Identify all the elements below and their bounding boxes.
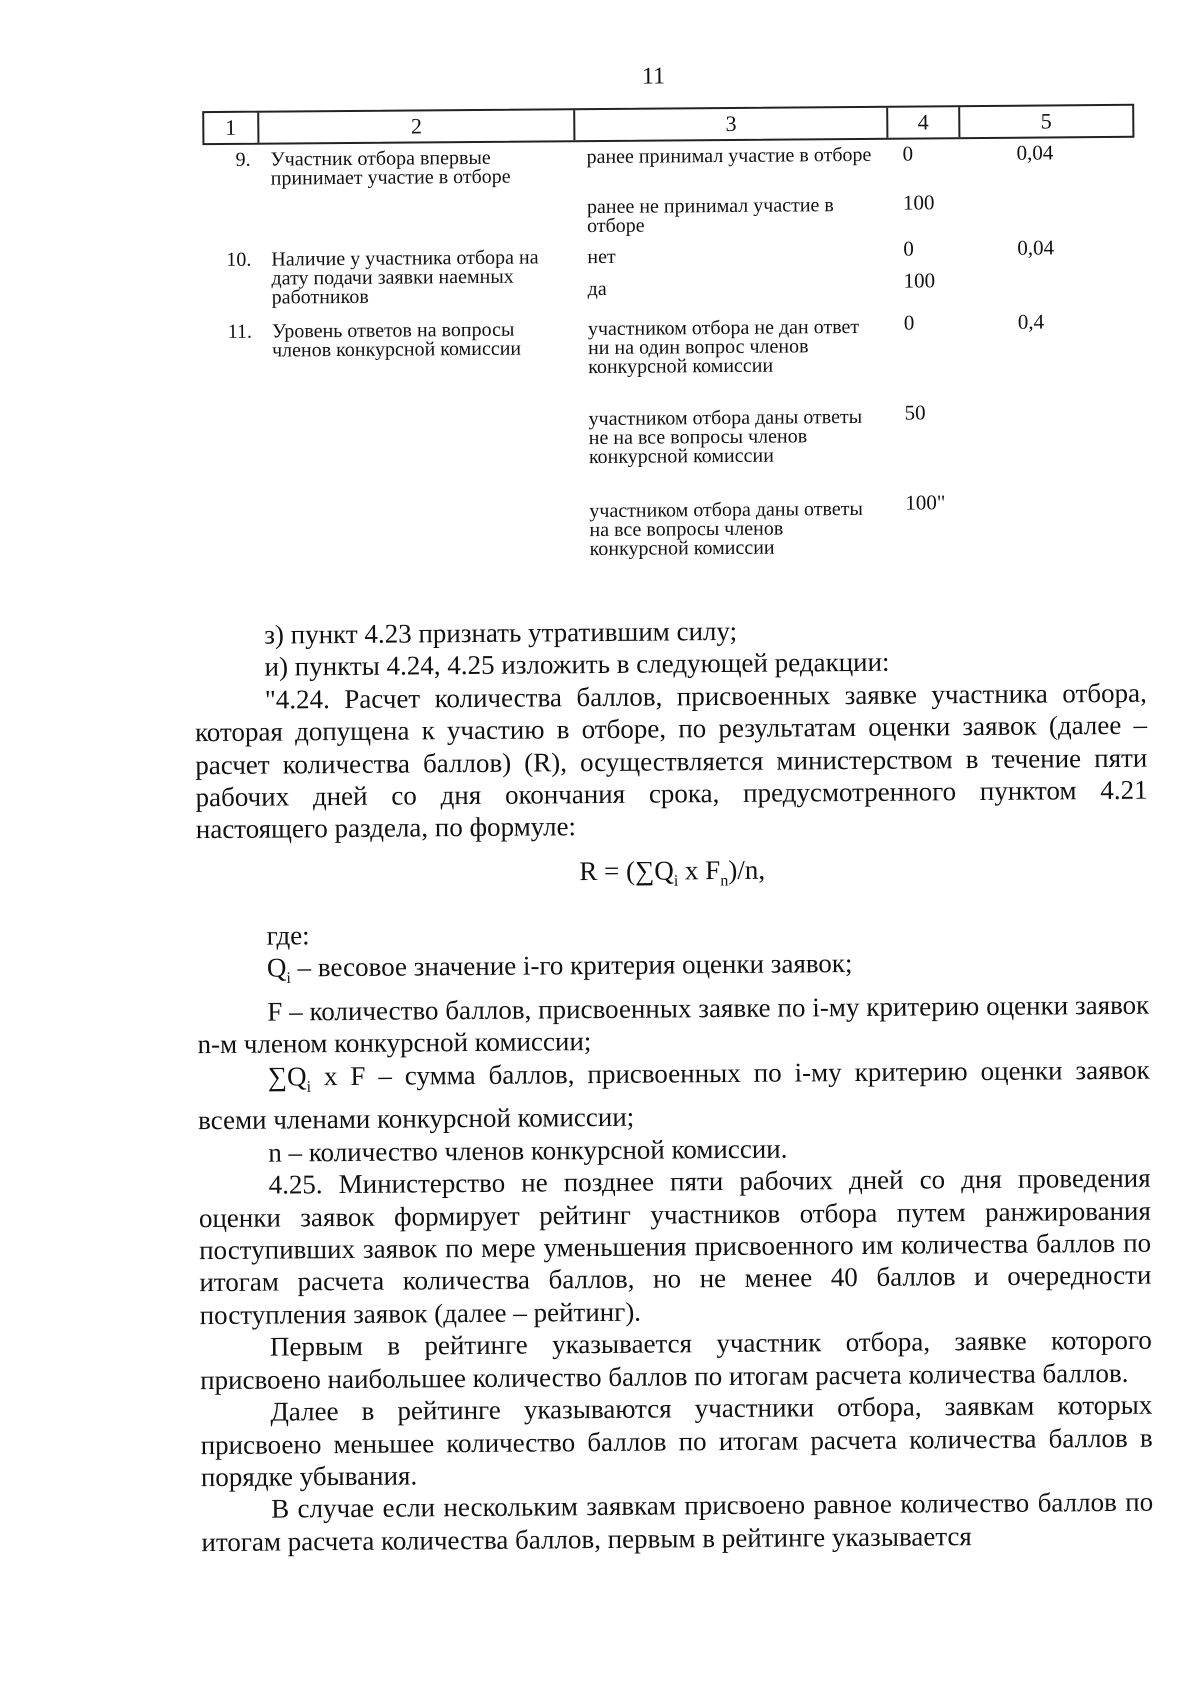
option-text: ранее принимал участие в отборе	[586, 143, 872, 169]
table-header-row	[202, 104, 1134, 145]
option-score: 50	[904, 400, 926, 425]
table-header-cell: 4	[888, 107, 960, 138]
paragraph: Далее в рейтинге указываются участники отбора, заявкам которых присвоено меньшее количество баллов по итогам расчета количества баллов в порядке убывания.	[200, 1389, 1153, 1493]
option-text: да	[587, 277, 607, 301]
formula-part: x F	[678, 854, 721, 886]
paragraph: Первым в рейтинге указывается участник отбора, заявке которого присвоено наибольшее количество баллов по итогам расчета количества баллов.	[200, 1324, 1152, 1395]
table-header-cell: 3	[576, 108, 889, 140]
option-text: нет	[587, 245, 616, 269]
option-score: 100	[903, 268, 936, 293]
option-text: ранее не принимал участие в отборе	[586, 194, 834, 238]
formula-subscript: n	[720, 872, 729, 890]
criteria-table	[202, 104, 1134, 561]
formula-part: )/n,	[728, 854, 766, 885]
criterion-text: Участник отбора впервые принимает участие в отборе	[270, 146, 511, 190]
formula	[196, 851, 1148, 902]
table-header-cell: 2	[259, 110, 576, 142]
paragraph: 4.25. Министерство не позднее пяти рабочих дней со дня проведения оценки заявок формирует рейтинг участников отбора путем ранжирования поступивших заявок по мере уменьшения присвоенного им количества баллов по итогам расчета количества баллов, но не менее 40 баллов и очередности поступления заявок (далее – рейтинг).	[198, 1162, 1152, 1331]
criterion-weight: 0,04	[1017, 235, 1055, 260]
row-number: 11.	[227, 320, 253, 343]
symbol-subscript: i	[286, 969, 292, 987]
paragraph: В случае если нескольким заявкам присвоено равное количество баллов по итогам расчета количества баллов, первым в рейтинге указывается	[201, 1487, 1154, 1557]
paragraph: и) пункты 4.24, 4.25 изложить в следующей редакции:	[264, 647, 890, 683]
definition-text: – весовое значение i-го критерия оценки заявок;	[290, 948, 853, 983]
option-score: 0	[903, 310, 915, 335]
criterion-weight: 0,04	[1016, 140, 1054, 165]
option-score: 100"	[905, 490, 946, 515]
option-text: участником отбора даны ответы не на все вопросы членов конкурсной комиссии	[588, 405, 863, 469]
definition-n: n – количество членов конкурсной комиссии.	[268, 1133, 788, 1168]
symbol: Q	[266, 952, 287, 983]
row-number: 10.	[226, 248, 252, 271]
definition-sum	[198, 1053, 1151, 1137]
formula-part: R = (∑Q	[579, 855, 674, 887]
criterion-weight: 0,4	[1017, 309, 1045, 334]
criterion-text: Уровень ответов на вопросы членов конкурсной комиссии	[271, 318, 522, 362]
page-number: 11	[641, 63, 666, 90]
symbol: ∑Q	[267, 1060, 307, 1092]
definition-f: F – количество баллов, присвоенных заявке по i-му критерию оценки заявок n-м членом конкурсной комиссии;	[197, 989, 1150, 1060]
paragraph: где:	[266, 919, 310, 951]
option-text: участником отбора не дан ответ ни на один вопрос членов конкурсной комиссии	[587, 315, 860, 379]
option-text: участником отбора даны ответы на все вопросы членов конкурсной комиссии	[589, 497, 863, 561]
body-text	[194, 612, 1153, 1559]
option-score: 0	[903, 236, 914, 261]
option-score: 100	[902, 190, 935, 215]
row-number: 9.	[235, 148, 251, 171]
option-score: 0	[902, 141, 914, 166]
table-header-cell: 5	[1040, 108, 1052, 134]
symbol-subscript: i	[306, 1078, 312, 1096]
paragraph: з) пункт 4.23 признать утратившим силу;	[264, 615, 738, 650]
table-header-cell: 1	[204, 113, 259, 143]
definition-q	[197, 945, 1149, 996]
criterion-text: Наличие у участника отбора на дату подачи заявки наемных работников	[271, 246, 539, 309]
formula-subscript: i	[673, 872, 679, 890]
definition-text: x F – сумма баллов, присвоенных по i-му критерию оценки заявок всеми членами конкурсной комиссии;	[197, 1054, 1150, 1136]
paragraph: "4.24. Расчет количества баллов, присвоенных заявке участника отбора, которая допущена к участию в отборе, по результатам оценки заявок (далее – расчет количества баллов) (R), осуществляется министерством в течение пяти рабочих дней со дня окончания срока, предусмотренного пунктом 4.21 настоящего раздела, по формуле:	[194, 677, 1148, 845]
